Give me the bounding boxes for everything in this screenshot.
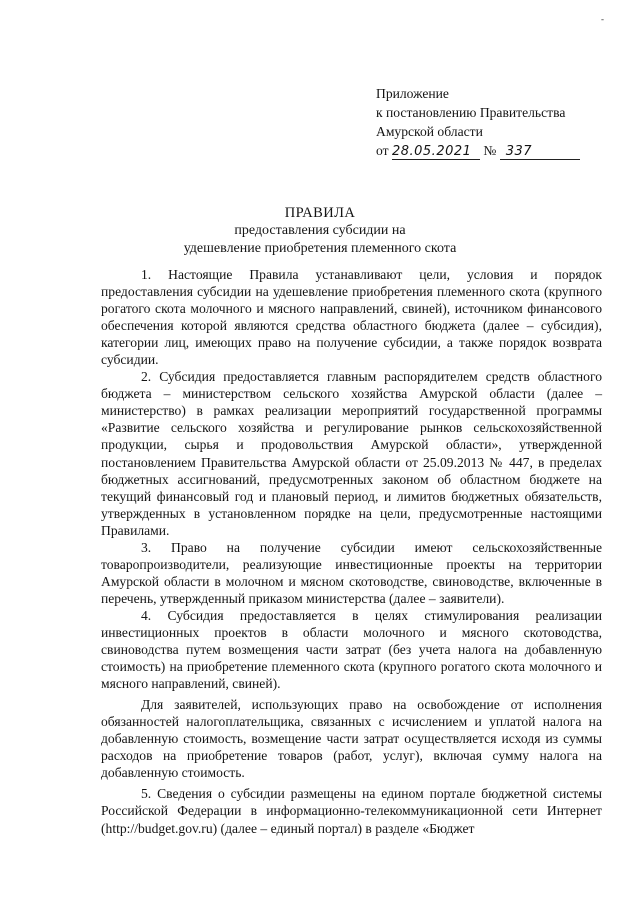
paragraph-4-continued: Для заявителей, использующих право на освобождение от исполнения обязанностей налогоплательщика, связанных с исчислением и уплатой налога на добавленную стоимость, возмещение части затрат осуществляется исходя из суммы расходов на приобретение товаров (работ, услуг), включая сумму налога на добавленную стоимость. [101, 697, 602, 781]
appendix-date-line [376, 141, 580, 160]
title-line-2: предоставления субсидии на [234, 223, 406, 238]
paragraph-1: 1. Настоящие Правила устанавливают цели, условия и порядок предоставления субсидии на удешевление приобретения племенного скота (крупного рогатого скота молочного и мясного направлений, свиней), источником финансового обеспечения которой являются средства областного бюджета (далее – субсидия), категории лиц, имеющих право на получение субсидии, а также порядок возврата субсидии. [101, 267, 602, 368]
paragraph-3: 3. Право на получение субсидии имеют сельскохозяйственные товаропроизводители, реализующие инвестиционные проекты на территории Амурской области в молочном и мясном скотоводстве, свиноводстве, включенные в перечень, утвержденный приказом министерства (далее – заявители). [101, 539, 602, 606]
document-body [101, 266, 602, 837]
title-line-3: удешевление приобретения племенного скота [183, 241, 457, 256]
from-label: от [376, 143, 389, 158]
paragraph-2: 2. Субсидия предоставляется главным распорядителем средств областного бюджета – министерством сельского хозяйства Амурской области (далее – министерство) в рамках реализации мероприятий государственной программы «Развитие сельского хозяйства и регулирование рынков сельскохозяйственной продукции, сырья и продовольствия Амурской области», утвержденной постановлением Правительства Амурской области от 25.09.2013 № 447, в пределах бюджетных ассигнований, предусмотренных законом об областном бюджете на текущий финансовый год и плановый период, и лимитов бюджетных обязательств, утвержденных в установленном порядке на цели, предусмотренные настоящими Правилами. [101, 369, 602, 538]
appendix-line-2: к постановлению Правительства [376, 105, 566, 120]
appendix-line-3: Амурской области [376, 124, 483, 139]
title-heading: ПРАВИЛА [284, 205, 356, 221]
document-title [0, 204, 640, 258]
number-label: № [483, 143, 497, 158]
paragraph-5: 5. Сведения о субсидии размещены на едином портале бюджетной системы Российской Федерации в информационно-телекоммуникационной сети Интернет (http://budget.gov.ru) (далее – единый портал) в разделе «Бюджет [101, 786, 602, 836]
paragraph-4: 4. Субсидия предоставляется в целях стимулирования реализации инвестиционных проектов в области молочного и мясного скотоводства, свиноводства путем возмещения части затрат (без учета налога на добавленную стоимость) на приобретение племенного скота (крупного рогатого скота молочного и мясного направлений, свиней). [101, 607, 602, 692]
appendix-block [376, 84, 580, 160]
appendix-line-1: Приложение [376, 86, 449, 101]
handwritten-date: 28.05.2021 [391, 144, 472, 159]
margin-mark: - [601, 14, 604, 24]
handwritten-number: 337 [505, 144, 533, 159]
